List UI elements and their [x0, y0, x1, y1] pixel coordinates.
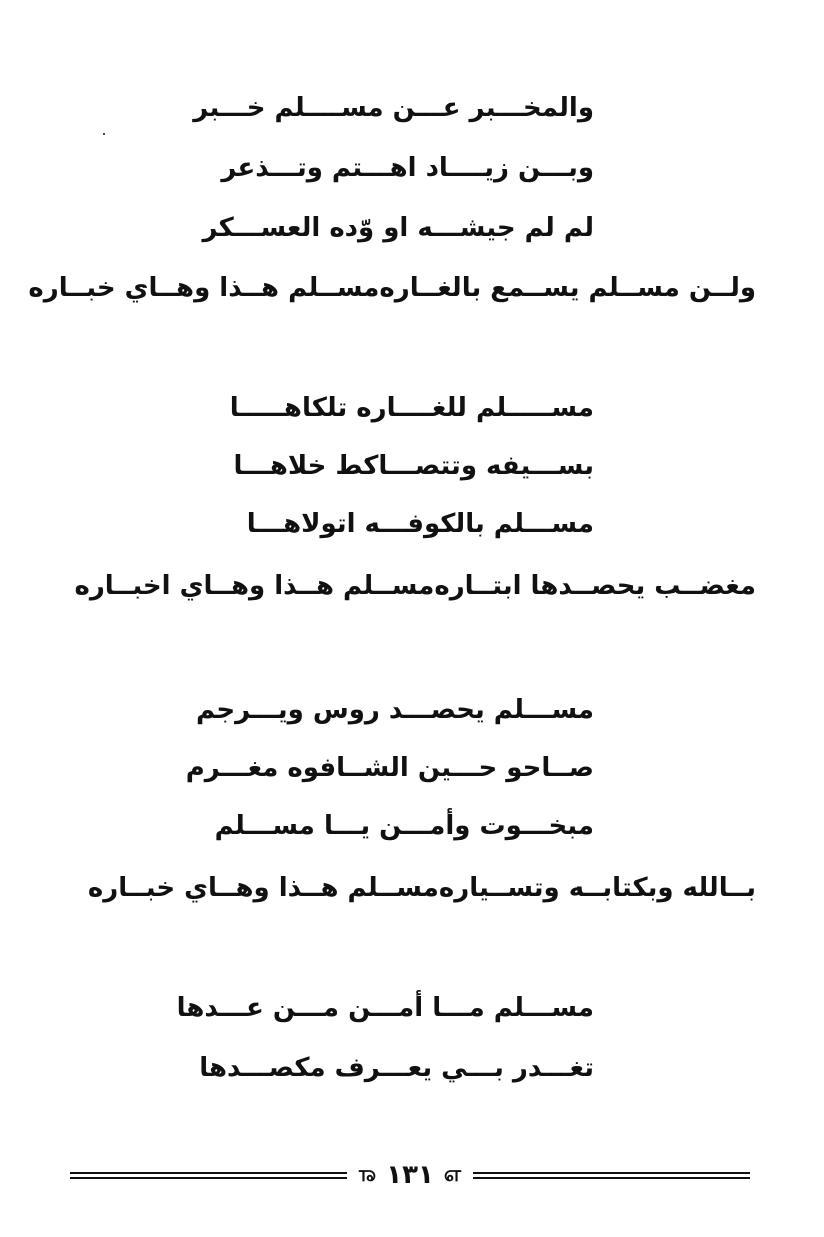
verse-line: وبـــن زيــــاد اهـــتم وتـــذعر — [221, 153, 594, 183]
verse-line: صــاحو حـــين الشــافوه مغـــرم — [185, 753, 594, 783]
page-footer — [70, 1160, 750, 1190]
verse-line: مســـلم يحصـــد روس ويـــرجم — [195, 695, 594, 725]
footer-rule-left — [70, 1172, 347, 1179]
refrain-right-hemistich: ولــن مســلم يســمع بالغــاره — [379, 273, 756, 303]
refrain-right-hemistich: بــالله وبكتابــه وتســياره — [438, 873, 756, 903]
refrain-left-hemistich: مســلم هــذا وهــاي خبــاره — [28, 273, 380, 303]
verse-line: تغـــدر بـــي يعـــرف مكصـــدها — [199, 1053, 594, 1083]
refrain-line — [87, 870, 756, 906]
verse-line: والمخـــبر عـــن مســــلم خـــبر — [193, 93, 594, 123]
refrain-left-hemistich: مســلم هــذا وهــاي خبــاره — [87, 873, 439, 903]
print-speck — [103, 133, 105, 135]
verse-line: مســـلم مـــا أمـــن مـــن عـــدها — [176, 993, 594, 1023]
verse-line: مســـــلم للغــــاره تلكاهـــــا — [229, 393, 594, 423]
refrain-line — [74, 568, 756, 604]
verse-line: بســـيفه وتتصـــاكط خلاهـــا — [233, 451, 594, 481]
verse-line: مبخـــوت وأمـــن يـــا مســـلم — [214, 811, 594, 841]
ornament-right-icon: எ — [443, 1160, 461, 1187]
ornament-left-icon: எ — [359, 1160, 377, 1187]
footer-rule-right — [473, 1172, 750, 1179]
refrain-right-hemistich: مغضــب يحصــدها ابتــاره — [434, 571, 756, 601]
verse-line: لم لم جيشـــه او وّده العســـكر — [202, 213, 594, 243]
page-number: ١٣١ — [386, 1160, 434, 1190]
refrain-line — [28, 270, 756, 306]
refrain-left-hemistich: مســلم هــذا وهــاي اخبــاره — [74, 571, 435, 601]
page-number-block — [347, 1160, 473, 1190]
verse-line: مســـلم بالكوفـــه اتولاهـــا — [246, 509, 594, 539]
